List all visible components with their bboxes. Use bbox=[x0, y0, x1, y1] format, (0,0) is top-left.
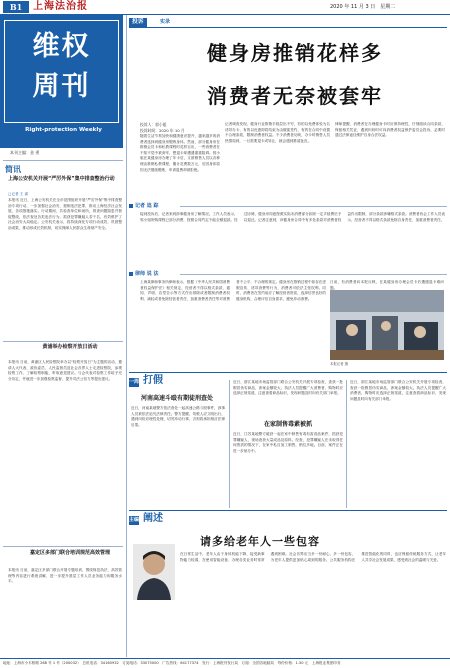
reporter-body: 接到投诉后，记者来到涉事健身房了解情况。工作人员表示，郭小姐所购课程已部分消费，按照合同约定不能全额退款。经过协调，健身房同意按照实际未消费部分扣除一定手续费后予以退还。记者注意到，该健身房合同中有多处条款对消费者权益作出限制，部分条款涉嫌格式条款。消费者协会工作人员表示，经营者不得以格式条款免除自身责任、加重消费者责任。 bbox=[140, 212, 445, 222]
brief2-title: 黄浦举办检察开放日活动 bbox=[42, 344, 98, 350]
editorial-body: 在日常生活中，老年人由于身体机能下降、接受新事物能力较弱，在使用智能设备、办理各类业务时常常遇到困难。社会各界应当多一份耐心，多一份包容，为老年人提供更加贴心周到的服务。公共服务机构在推进智能化的同时，也应保留传统服务方式，让老年人共享社会发展成果，感受到社会的温暖与关爱。 bbox=[180, 552, 446, 562]
page-footer: 地址：上海市小木桥路 268 号 1 号（200032） 总机电话：34160932 订阅电话：33075000 广告热线：64177374 发行：上海报刊发行局 订阅：全国各地邮局 每份价格：1.50 元 上海报业集团印务 bbox=[0, 658, 450, 668]
divider bbox=[180, 206, 447, 207]
weekly-article2-title: 在家制售毒素被抓 bbox=[263, 421, 312, 428]
brief1-title: 上海公安机关开展“严厉外保”集中排查整治行动 bbox=[8, 176, 115, 182]
author-portrait bbox=[133, 544, 175, 600]
section-tag-sub: 实录 bbox=[160, 19, 171, 25]
cover-body-col3: 律师提醒，消费者在办理健身卡时应保持理性，仔细阅读合同条款，保留相关凭证，遇到纠纷时可向消费者权益保护委员会投诉，必要时通过法律途径维护自身合法权益。 bbox=[335, 122, 445, 138]
weekly-section-title: 打假 bbox=[143, 375, 163, 386]
divider bbox=[3, 546, 123, 547]
divider bbox=[3, 160, 123, 161]
masthead-title-line1: 维权 bbox=[32, 31, 91, 62]
brief1-author: □记者 王 睿 bbox=[8, 192, 29, 196]
newspaper-name: 上海法治报 bbox=[33, 1, 88, 12]
weekly-article2-body: 近日，江苏某地警方破获一起在家中制售有毒有害食品案件，抓获犯罪嫌疑人，现场查获大量成品及原料。经查，犯罪嫌疑人在未取得任何资质的情况下，在家中私自加工制售，销往多地。目前，案件正在进一步侦办中。 bbox=[233, 432, 343, 453]
briefs-label: 简讯 bbox=[5, 165, 21, 174]
weekly-article1-body: 近日，河南某地警方依法查处一起高速公路斗殴事件，涉事人员被依法追究法律责任。警方提醒，驾驶人应文明出行，遇到纠纷应理性处理，切勿冲动行事，否则将承担相应法律后果。 bbox=[131, 406, 225, 427]
byline: 投诉人：郭小姐 投诉时间：2020 年 10 月 bbox=[140, 122, 185, 133]
weekly-article2-intro: 近日，浙江某地市场监管部门联合公安机关开展专项检查，查获一批假冒伪劣商品，涉案金额较大。执法人员提醒广大消费者，购物时应选择正规渠道，注意查看商品标识，发现问题及时向有关部门举报。 bbox=[233, 380, 343, 396]
headline-line1: 健身房推销花样多 bbox=[207, 41, 383, 65]
column-divider bbox=[229, 380, 230, 508]
section-tag: 投诉 bbox=[129, 18, 147, 27]
masthead-english: Right-protection Weekly bbox=[25, 127, 102, 133]
lawyer-section-heading: 律师 说 法 bbox=[129, 270, 158, 278]
reporter-section-heading: 记者 追 踪 bbox=[129, 202, 158, 210]
cover-body-col2: 记者调查发现，健身行业推销手段层出不穷，有的以免费体验为名诱导办卡，有的以优惠即将结束为由催促签约，有的在合同中设置不合理条款，限制消费者权益。不少消费者反映，办卡时销售人员热情周到，一旦需要退卡或转让，就会遇到推诿扯皮。 bbox=[225, 122, 330, 143]
issue-date: 2020 年 11 月 3 日 星期二 bbox=[330, 4, 396, 10]
editor-section-title: 阐述 bbox=[143, 513, 163, 524]
sidebar-note: 日前，有消费者向本报反映，在某健身房办理会员卡后遭遇退卡难问题。 bbox=[330, 280, 444, 290]
brief3-body: 本报讯 日前，嘉定区多部门联合开展专题培训，围绕规范执法、高效管理等内容进行系统讲解，进一步提升基层工作人员业务能力和服务水平。 bbox=[8, 568, 122, 584]
editorial-title: 请多给老年人一些包容 bbox=[200, 535, 320, 548]
editor-mark: 主编 bbox=[129, 517, 140, 523]
brief2-body: 本报讯 日前，黄浦区人民检察院举办以“检察开放日”为主题的活动，邀请人大代表、政协委员、人民监督员及社会各界人士走进检察院，参观检察工作，了解检察职能，听取意见建议。与会代表对检察工作给予充分肯定，并就进一步加强检察监督、提升司法公信力等提出建议。 bbox=[8, 360, 122, 381]
page-number-badge: B1 bbox=[3, 1, 29, 13]
photo-caption: 本报记者 摄 bbox=[330, 362, 349, 366]
column-divider bbox=[126, 15, 127, 657]
weekly-article3-body: 近日，浙江某地市场监管部门联合公安机关开展专项检查，查获一批假冒伪劣商品，涉案金额较大。执法人员提醒广大消费者，购物时应选择正规渠道，注意查看商品标识，发现问题及时向有关部门举报。 bbox=[350, 380, 446, 401]
weekly-article1-title: 河南高速斗殴有期徒刑查处 bbox=[140, 395, 213, 402]
section-rule bbox=[129, 372, 447, 373]
section-rule bbox=[129, 27, 447, 28]
divider bbox=[180, 274, 447, 275]
chief-editor: 本刊主编：金 勇 bbox=[10, 150, 40, 155]
column-divider bbox=[346, 380, 347, 508]
brief1-body: 本报讯 近日，上海公安机关在全市范围组织开展“严厉外保”集中排查整治专项行动，一步加强社会治安，遏制违法犯罪，推动上海经济社会发展，各项措施落实。行动期间，共检查单位和场所，排查问题隐患并督促整改，依法查处各类违法行为，抓获犯罪嫌疑人若干名，有效维护了社会治安大局稳定。公安机关表示，将持续深化专项行动成效，巩固整治成果，推动形成长效机制，切实保障人民群众生命财产安全。 bbox=[8, 198, 122, 230]
section-rule bbox=[129, 510, 447, 511]
brief3-title: 嘉定区多部门联合培训规范高效管理 bbox=[30, 550, 111, 556]
lawyer-body: 上海某律师事务所律师表示，根据《中华人民共和国消费者权益保护法》相关规定，经营者不得以格式条款、通知、声明、店堂告示等方式作出排除或者限制消费者权利、减轻或者免除经营者责任、加重消费者责任等对消费者不公平、不合理的规定。健身房在推销过程中如存在虚假宣传、诱导消费等行为，消费者可依法主张权利。同时，消费者在签约前应了解经营者资质，选择信誉良好的健身机构，合理评估自身需求，避免冲动消费。 bbox=[140, 280, 326, 301]
gym-photo bbox=[330, 290, 444, 360]
page-header bbox=[0, 0, 450, 14]
weekly-mark: 一周 bbox=[129, 379, 140, 385]
divider bbox=[3, 341, 123, 342]
headline-line2: 消费者无奈被套牢 bbox=[207, 84, 383, 108]
masthead-title-line2: 周刊 bbox=[32, 71, 91, 102]
cover-body-col1: 随着生活节奏加快和健康意识提升，越来越多的消费者选择到健身房锻炼身体。然而，部分健身房在推销会员卡和私教课程时花样百出，一些消费者在不知不觉中被套牢，想退卡却遭遇重重阻碍。郭小姐在某健身房办理了年卡后，又被销售人员以各种理由推销私教课程，累计花费数万元，后因身体原因无法继续锻炼，申请退费却被拒绝。 bbox=[140, 134, 220, 172]
